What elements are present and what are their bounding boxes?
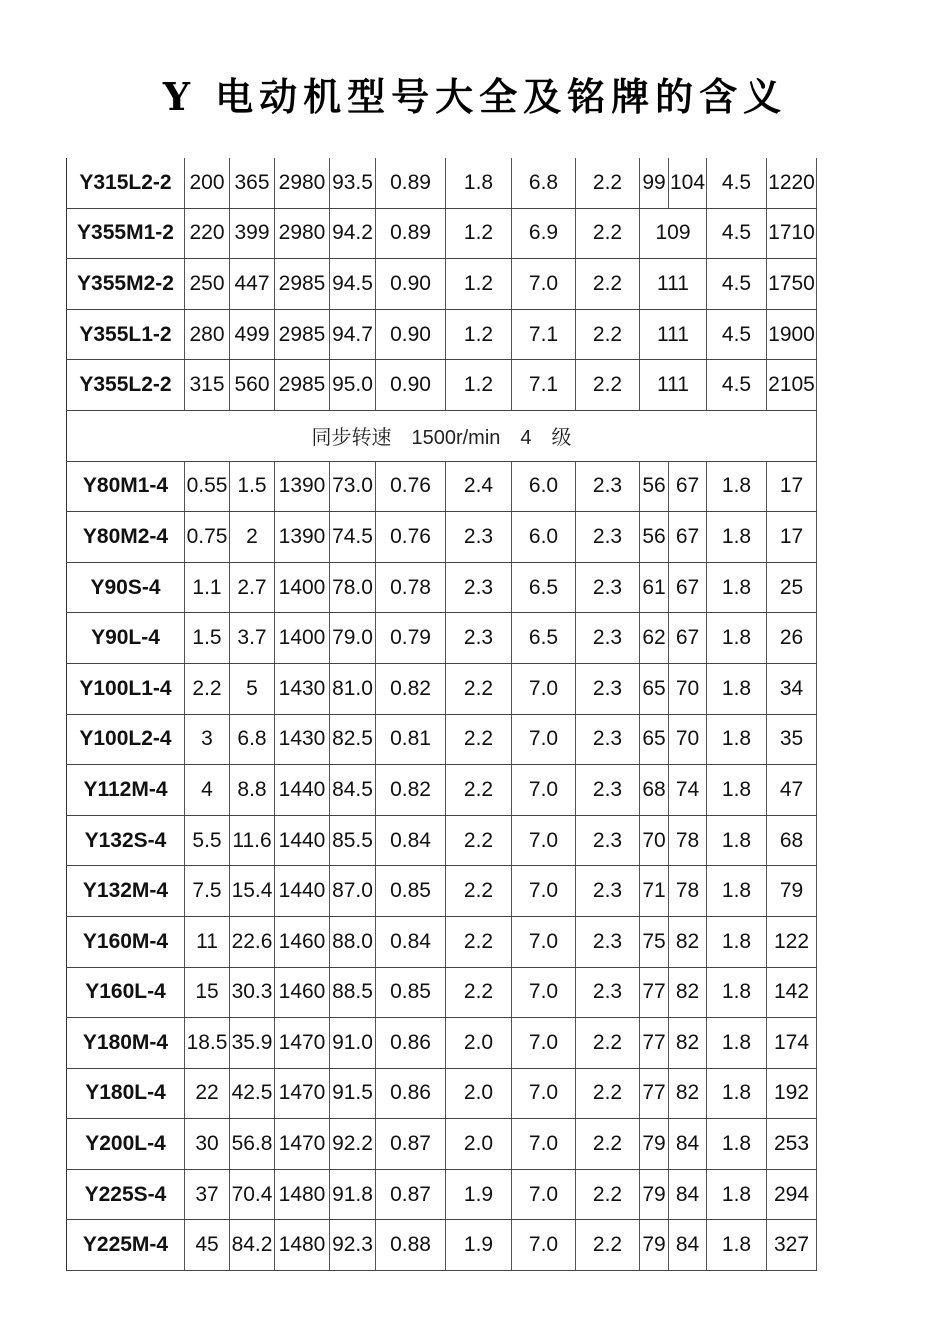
cell-speed-rpm: 1440 bbox=[275, 765, 330, 816]
cell-current-a: 70.4 bbox=[230, 1169, 275, 1220]
cell-max-torque: 2.2 bbox=[576, 1119, 640, 1170]
cell-vibration: 4.5 bbox=[707, 360, 767, 411]
cell-locked-current-ratio: 2.2 bbox=[446, 916, 512, 967]
cell-start-torque: 7.0 bbox=[512, 866, 576, 917]
cell-noise-a: 77 bbox=[640, 967, 669, 1018]
cell-power-kw: 315 bbox=[185, 360, 230, 411]
cell-vibration: 1.8 bbox=[707, 967, 767, 1018]
cell-noise-b: 104 bbox=[669, 158, 707, 208]
cell-vibration: 4.5 bbox=[707, 158, 767, 208]
section-poles: 4 bbox=[520, 427, 532, 450]
cell-noise-a: 109 bbox=[640, 208, 707, 259]
cell-power-kw: 4 bbox=[185, 765, 230, 816]
section-unit: 级 bbox=[551, 427, 572, 450]
cell-power-kw: 22 bbox=[185, 1068, 230, 1119]
cell-power-kw: 18.5 bbox=[185, 1018, 230, 1069]
cell-noise-a: 99 bbox=[640, 158, 669, 208]
cell-noise-a: 75 bbox=[640, 916, 669, 967]
cell-vibration: 4.5 bbox=[707, 208, 767, 259]
cell-noise-a: 65 bbox=[640, 714, 669, 765]
cell-weight: 122 bbox=[767, 916, 817, 967]
cell-efficiency: 94.7 bbox=[330, 309, 376, 360]
cell-noise-a: 65 bbox=[640, 663, 669, 714]
cell-model: Y80M2-4 bbox=[67, 512, 185, 563]
cell-speed-rpm: 2980 bbox=[275, 158, 330, 208]
table-row bbox=[67, 1018, 817, 1069]
table-row bbox=[67, 613, 817, 664]
cell-max-torque: 2.2 bbox=[576, 208, 640, 259]
cell-vibration: 1.8 bbox=[707, 461, 767, 512]
cell-efficiency: 91.0 bbox=[330, 1018, 376, 1069]
cell-max-torque: 2.3 bbox=[576, 613, 640, 664]
cell-noise-b: 84 bbox=[669, 1119, 707, 1170]
cell-weight: 174 bbox=[767, 1018, 817, 1069]
section-header-row bbox=[67, 410, 817, 461]
cell-weight: 294 bbox=[767, 1169, 817, 1220]
table-row bbox=[67, 714, 817, 765]
cell-noise-b: 74 bbox=[669, 765, 707, 816]
cell-noise-a: 77 bbox=[640, 1068, 669, 1119]
cell-max-torque: 2.3 bbox=[576, 967, 640, 1018]
cell-max-torque: 2.3 bbox=[576, 663, 640, 714]
cell-current-a: 22.6 bbox=[230, 916, 275, 967]
cell-model: Y100L1-4 bbox=[67, 663, 185, 714]
table-row bbox=[67, 360, 817, 411]
cell-efficiency: 74.5 bbox=[330, 512, 376, 563]
table-row bbox=[67, 309, 817, 360]
cell-locked-current-ratio: 1.2 bbox=[446, 259, 512, 310]
table-row bbox=[67, 512, 817, 563]
cell-noise-b: 67 bbox=[669, 512, 707, 563]
cell-speed-rpm: 2985 bbox=[275, 309, 330, 360]
cell-max-torque: 2.3 bbox=[576, 866, 640, 917]
cell-max-torque: 2.3 bbox=[576, 714, 640, 765]
table-row bbox=[67, 259, 817, 310]
cell-power-kw: 45 bbox=[185, 1220, 230, 1271]
cell-weight: 35 bbox=[767, 714, 817, 765]
cell-noise-b: 82 bbox=[669, 1018, 707, 1069]
cell-power-factor: 0.86 bbox=[376, 1068, 446, 1119]
cell-current-a: 11.6 bbox=[230, 815, 275, 866]
cell-start-torque: 7.1 bbox=[512, 360, 576, 411]
table-row bbox=[67, 815, 817, 866]
cell-weight: 253 bbox=[767, 1119, 817, 1170]
cell-current-a: 6.8 bbox=[230, 714, 275, 765]
cell-locked-current-ratio: 1.9 bbox=[446, 1220, 512, 1271]
cell-model: Y112M-4 bbox=[67, 765, 185, 816]
cell-start-torque: 7.0 bbox=[512, 1068, 576, 1119]
cell-power-kw: 37 bbox=[185, 1169, 230, 1220]
cell-model: Y225S-4 bbox=[67, 1169, 185, 1220]
cell-current-a: 84.2 bbox=[230, 1220, 275, 1271]
cell-max-torque: 2.3 bbox=[576, 562, 640, 613]
cell-start-torque: 7.0 bbox=[512, 765, 576, 816]
cell-locked-current-ratio: 2.3 bbox=[446, 613, 512, 664]
cell-current-a: 42.5 bbox=[230, 1068, 275, 1119]
table-row bbox=[67, 1068, 817, 1119]
table-row bbox=[67, 866, 817, 917]
cell-vibration: 4.5 bbox=[707, 259, 767, 310]
cell-locked-current-ratio: 2.2 bbox=[446, 967, 512, 1018]
cell-noise-a: 111 bbox=[640, 360, 707, 411]
cell-max-torque: 2.3 bbox=[576, 461, 640, 512]
cell-power-factor: 0.87 bbox=[376, 1119, 446, 1170]
cell-power-kw: 280 bbox=[185, 309, 230, 360]
cell-weight: 68 bbox=[767, 815, 817, 866]
cell-model: Y180M-4 bbox=[67, 1018, 185, 1069]
cell-noise-a: 70 bbox=[640, 815, 669, 866]
cell-power-factor: 0.81 bbox=[376, 714, 446, 765]
cell-efficiency: 91.5 bbox=[330, 1068, 376, 1119]
cell-noise-a: 56 bbox=[640, 512, 669, 563]
cell-start-torque: 7.0 bbox=[512, 259, 576, 310]
cell-noise-b: 67 bbox=[669, 562, 707, 613]
table-row bbox=[67, 916, 817, 967]
cell-weight: 1710 bbox=[767, 208, 817, 259]
cell-vibration: 1.8 bbox=[707, 512, 767, 563]
cell-current-a: 399 bbox=[230, 208, 275, 259]
cell-power-factor: 0.90 bbox=[376, 259, 446, 310]
table-row bbox=[67, 1119, 817, 1170]
cell-current-a: 365 bbox=[230, 158, 275, 208]
cell-power-kw: 200 bbox=[185, 158, 230, 208]
cell-start-torque: 7.0 bbox=[512, 916, 576, 967]
cell-efficiency: 84.5 bbox=[330, 765, 376, 816]
cell-current-a: 8.8 bbox=[230, 765, 275, 816]
cell-power-kw: 3 bbox=[185, 714, 230, 765]
cell-power-kw: 250 bbox=[185, 259, 230, 310]
cell-speed-rpm: 1480 bbox=[275, 1169, 330, 1220]
cell-model: Y90S-4 bbox=[67, 562, 185, 613]
cell-max-torque: 2.3 bbox=[576, 512, 640, 563]
cell-vibration: 1.8 bbox=[707, 714, 767, 765]
page-title: Y 电动机型号大全及铭牌的含义 bbox=[162, 74, 788, 119]
table-row bbox=[67, 461, 817, 512]
cell-start-torque: 7.0 bbox=[512, 714, 576, 765]
cell-noise-b: 67 bbox=[669, 461, 707, 512]
cell-noise-b: 70 bbox=[669, 714, 707, 765]
cell-weight: 79 bbox=[767, 866, 817, 917]
cell-current-a: 30.3 bbox=[230, 967, 275, 1018]
cell-noise-a: 79 bbox=[640, 1169, 669, 1220]
cell-efficiency: 92.2 bbox=[330, 1119, 376, 1170]
cell-efficiency: 87.0 bbox=[330, 866, 376, 917]
cell-efficiency: 73.0 bbox=[330, 461, 376, 512]
cell-noise-b: 67 bbox=[669, 613, 707, 664]
cell-speed-rpm: 1480 bbox=[275, 1220, 330, 1271]
cell-vibration: 1.8 bbox=[707, 1169, 767, 1220]
cell-weight: 25 bbox=[767, 562, 817, 613]
cell-start-torque: 6.5 bbox=[512, 613, 576, 664]
cell-model: Y180L-4 bbox=[67, 1068, 185, 1119]
cell-power-factor: 0.84 bbox=[376, 916, 446, 967]
cell-vibration: 1.8 bbox=[707, 916, 767, 967]
table-row bbox=[67, 562, 817, 613]
cell-efficiency: 94.5 bbox=[330, 259, 376, 310]
cell-max-torque: 2.2 bbox=[576, 309, 640, 360]
cell-power-kw: 1.5 bbox=[185, 613, 230, 664]
cell-efficiency: 94.2 bbox=[330, 208, 376, 259]
cell-locked-current-ratio: 2.2 bbox=[446, 866, 512, 917]
cell-model: Y355L2-2 bbox=[67, 360, 185, 411]
cell-model: Y355M2-2 bbox=[67, 259, 185, 310]
cell-max-torque: 2.2 bbox=[576, 158, 640, 208]
cell-power-kw: 1.1 bbox=[185, 562, 230, 613]
cell-max-torque: 2.2 bbox=[576, 1018, 640, 1069]
cell-speed-rpm: 1430 bbox=[275, 714, 330, 765]
cell-current-a: 447 bbox=[230, 259, 275, 310]
cell-model: Y160M-4 bbox=[67, 916, 185, 967]
cell-speed-rpm: 1440 bbox=[275, 866, 330, 917]
cell-model: Y90L-4 bbox=[67, 613, 185, 664]
cell-start-torque: 7.0 bbox=[512, 1119, 576, 1170]
cell-weight: 1900 bbox=[767, 309, 817, 360]
cell-model: Y132M-4 bbox=[67, 866, 185, 917]
cell-locked-current-ratio: 2.3 bbox=[446, 512, 512, 563]
motor-spec-table bbox=[66, 158, 817, 1271]
cell-model: Y160L-4 bbox=[67, 967, 185, 1018]
cell-efficiency: 93.5 bbox=[330, 158, 376, 208]
cell-efficiency: 82.5 bbox=[330, 714, 376, 765]
cell-speed-rpm: 1460 bbox=[275, 916, 330, 967]
cell-power-kw: 15 bbox=[185, 967, 230, 1018]
cell-locked-current-ratio: 2.3 bbox=[446, 562, 512, 613]
cell-max-torque: 2.3 bbox=[576, 916, 640, 967]
cell-max-torque: 2.3 bbox=[576, 765, 640, 816]
cell-weight: 26 bbox=[767, 613, 817, 664]
cell-power-factor: 0.78 bbox=[376, 562, 446, 613]
cell-power-factor: 0.89 bbox=[376, 208, 446, 259]
cell-noise-a: 111 bbox=[640, 259, 707, 310]
cell-power-factor: 0.90 bbox=[376, 360, 446, 411]
cell-start-torque: 7.0 bbox=[512, 1220, 576, 1271]
cell-start-torque: 7.1 bbox=[512, 309, 576, 360]
cell-noise-a: 111 bbox=[640, 309, 707, 360]
cell-current-a: 3.7 bbox=[230, 613, 275, 664]
cell-locked-current-ratio: 1.2 bbox=[446, 360, 512, 411]
cell-weight: 327 bbox=[767, 1220, 817, 1271]
cell-speed-rpm: 1400 bbox=[275, 562, 330, 613]
cell-noise-a: 71 bbox=[640, 866, 669, 917]
cell-vibration: 1.8 bbox=[707, 765, 767, 816]
cell-efficiency: 78.0 bbox=[330, 562, 376, 613]
cell-power-factor: 0.84 bbox=[376, 815, 446, 866]
cell-current-a: 2 bbox=[230, 512, 275, 563]
cell-efficiency: 95.0 bbox=[330, 360, 376, 411]
cell-locked-current-ratio: 2.2 bbox=[446, 714, 512, 765]
cell-current-a: 499 bbox=[230, 309, 275, 360]
cell-weight: 1220 bbox=[767, 158, 817, 208]
cell-speed-rpm: 1470 bbox=[275, 1018, 330, 1069]
cell-weight: 142 bbox=[767, 967, 817, 1018]
cell-model: Y100L2-4 bbox=[67, 714, 185, 765]
cell-power-kw: 220 bbox=[185, 208, 230, 259]
table-row bbox=[67, 765, 817, 816]
cell-vibration: 1.8 bbox=[707, 815, 767, 866]
cell-vibration: 1.8 bbox=[707, 1018, 767, 1069]
cell-vibration: 4.5 bbox=[707, 309, 767, 360]
cell-efficiency: 88.0 bbox=[330, 916, 376, 967]
cell-noise-a: 79 bbox=[640, 1220, 669, 1271]
cell-max-torque: 2.2 bbox=[576, 1169, 640, 1220]
cell-noise-a: 61 bbox=[640, 562, 669, 613]
cell-current-a: 560 bbox=[230, 360, 275, 411]
cell-power-factor: 0.76 bbox=[376, 512, 446, 563]
cell-model: Y315L2-2 bbox=[67, 158, 185, 208]
cell-model: Y355M1-2 bbox=[67, 208, 185, 259]
section-speed: 1500r/min bbox=[411, 427, 501, 450]
cell-weight: 17 bbox=[767, 512, 817, 563]
cell-speed-rpm: 1470 bbox=[275, 1119, 330, 1170]
table-row bbox=[67, 158, 817, 208]
cell-speed-rpm: 2980 bbox=[275, 208, 330, 259]
cell-start-torque: 7.0 bbox=[512, 663, 576, 714]
cell-speed-rpm: 1430 bbox=[275, 663, 330, 714]
cell-power-kw: 7.5 bbox=[185, 866, 230, 917]
cell-locked-current-ratio: 1.2 bbox=[446, 208, 512, 259]
table-row bbox=[67, 1220, 817, 1271]
cell-locked-current-ratio: 1.9 bbox=[446, 1169, 512, 1220]
cell-power-factor: 0.86 bbox=[376, 1018, 446, 1069]
cell-model: Y225M-4 bbox=[67, 1220, 185, 1271]
cell-noise-a: 62 bbox=[640, 613, 669, 664]
cell-power-kw: 11 bbox=[185, 916, 230, 967]
cell-vibration: 1.8 bbox=[707, 613, 767, 664]
cell-start-torque: 6.5 bbox=[512, 562, 576, 613]
cell-model: Y80M1-4 bbox=[67, 461, 185, 512]
cell-noise-b: 84 bbox=[669, 1169, 707, 1220]
cell-efficiency: 88.5 bbox=[330, 967, 376, 1018]
cell-power-factor: 0.76 bbox=[376, 461, 446, 512]
cell-speed-rpm: 1470 bbox=[275, 1068, 330, 1119]
cell-current-a: 56.8 bbox=[230, 1119, 275, 1170]
cell-power-factor: 0.87 bbox=[376, 1169, 446, 1220]
cell-max-torque: 2.2 bbox=[576, 259, 640, 310]
cell-vibration: 1.8 bbox=[707, 663, 767, 714]
cell-weight: 34 bbox=[767, 663, 817, 714]
cell-power-factor: 0.79 bbox=[376, 613, 446, 664]
cell-noise-b: 70 bbox=[669, 663, 707, 714]
cell-weight: 2105 bbox=[767, 360, 817, 411]
cell-noise-a: 68 bbox=[640, 765, 669, 816]
cell-power-factor: 0.88 bbox=[376, 1220, 446, 1271]
cell-vibration: 1.8 bbox=[707, 562, 767, 613]
cell-model: Y200L-4 bbox=[67, 1119, 185, 1170]
cell-start-torque: 7.0 bbox=[512, 1169, 576, 1220]
cell-current-a: 5 bbox=[230, 663, 275, 714]
cell-weight: 192 bbox=[767, 1068, 817, 1119]
cell-speed-rpm: 1390 bbox=[275, 461, 330, 512]
cell-max-torque: 2.2 bbox=[576, 1220, 640, 1271]
cell-speed-rpm: 2985 bbox=[275, 259, 330, 310]
cell-power-kw: 5.5 bbox=[185, 815, 230, 866]
cell-power-factor: 0.85 bbox=[376, 866, 446, 917]
cell-current-a: 35.9 bbox=[230, 1018, 275, 1069]
cell-efficiency: 91.8 bbox=[330, 1169, 376, 1220]
cell-current-a: 2.7 bbox=[230, 562, 275, 613]
cell-vibration: 1.8 bbox=[707, 1119, 767, 1170]
cell-weight: 17 bbox=[767, 461, 817, 512]
cell-noise-b: 78 bbox=[669, 866, 707, 917]
cell-start-torque: 7.0 bbox=[512, 815, 576, 866]
cell-noise-a: 79 bbox=[640, 1119, 669, 1170]
cell-start-torque: 6.0 bbox=[512, 461, 576, 512]
cell-vibration: 1.8 bbox=[707, 1220, 767, 1271]
cell-locked-current-ratio: 2.0 bbox=[446, 1119, 512, 1170]
cell-max-torque: 2.2 bbox=[576, 360, 640, 411]
cell-power-factor: 0.82 bbox=[376, 663, 446, 714]
cell-max-torque: 2.2 bbox=[576, 1068, 640, 1119]
cell-current-a: 1.5 bbox=[230, 461, 275, 512]
cell-model: Y132S-4 bbox=[67, 815, 185, 866]
cell-noise-b: 84 bbox=[669, 1220, 707, 1271]
cell-locked-current-ratio: 2.0 bbox=[446, 1068, 512, 1119]
cell-power-factor: 0.82 bbox=[376, 765, 446, 816]
cell-noise-a: 56 bbox=[640, 461, 669, 512]
cell-current-a: 15.4 bbox=[230, 866, 275, 917]
section-header bbox=[67, 410, 817, 461]
cell-power-kw: 30 bbox=[185, 1119, 230, 1170]
cell-efficiency: 79.0 bbox=[330, 613, 376, 664]
table-row bbox=[67, 967, 817, 1018]
cell-noise-b: 82 bbox=[669, 967, 707, 1018]
cell-locked-current-ratio: 2.0 bbox=[446, 1018, 512, 1069]
cell-vibration: 1.8 bbox=[707, 866, 767, 917]
cell-start-torque: 6.0 bbox=[512, 512, 576, 563]
cell-start-torque: 6.9 bbox=[512, 208, 576, 259]
cell-power-factor: 0.85 bbox=[376, 967, 446, 1018]
cell-max-torque: 2.3 bbox=[576, 815, 640, 866]
cell-weight: 47 bbox=[767, 765, 817, 816]
cell-locked-current-ratio: 2.2 bbox=[446, 765, 512, 816]
cell-speed-rpm: 1400 bbox=[275, 613, 330, 664]
cell-efficiency: 85.5 bbox=[330, 815, 376, 866]
cell-power-kw: 2.2 bbox=[185, 663, 230, 714]
cell-locked-current-ratio: 2.2 bbox=[446, 815, 512, 866]
cell-power-kw: 0.55 bbox=[185, 461, 230, 512]
cell-efficiency: 81.0 bbox=[330, 663, 376, 714]
cell-noise-b: 78 bbox=[669, 815, 707, 866]
cell-start-torque: 6.8 bbox=[512, 158, 576, 208]
cell-noise-b: 82 bbox=[669, 916, 707, 967]
cell-efficiency: 92.3 bbox=[330, 1220, 376, 1271]
cell-start-torque: 7.0 bbox=[512, 967, 576, 1018]
cell-speed-rpm: 2985 bbox=[275, 360, 330, 411]
cell-speed-rpm: 1460 bbox=[275, 967, 330, 1018]
cell-locked-current-ratio: 2.2 bbox=[446, 663, 512, 714]
cell-speed-rpm: 1390 bbox=[275, 512, 330, 563]
cell-power-factor: 0.89 bbox=[376, 158, 446, 208]
table-row bbox=[67, 663, 817, 714]
cell-weight: 1750 bbox=[767, 259, 817, 310]
cell-noise-b: 82 bbox=[669, 1068, 707, 1119]
cell-locked-current-ratio: 1.8 bbox=[446, 158, 512, 208]
cell-start-torque: 7.0 bbox=[512, 1018, 576, 1069]
cell-power-kw: 0.75 bbox=[185, 512, 230, 563]
cell-model: Y355L1-2 bbox=[67, 309, 185, 360]
cell-vibration: 1.8 bbox=[707, 1068, 767, 1119]
cell-speed-rpm: 1440 bbox=[275, 815, 330, 866]
section-label: 同步转速 bbox=[311, 427, 392, 450]
cell-power-factor: 0.90 bbox=[376, 309, 446, 360]
table-row bbox=[67, 1169, 817, 1220]
cell-locked-current-ratio: 1.2 bbox=[446, 309, 512, 360]
table-row bbox=[67, 208, 817, 259]
cell-noise-a: 77 bbox=[640, 1018, 669, 1069]
cell-locked-current-ratio: 2.4 bbox=[446, 461, 512, 512]
